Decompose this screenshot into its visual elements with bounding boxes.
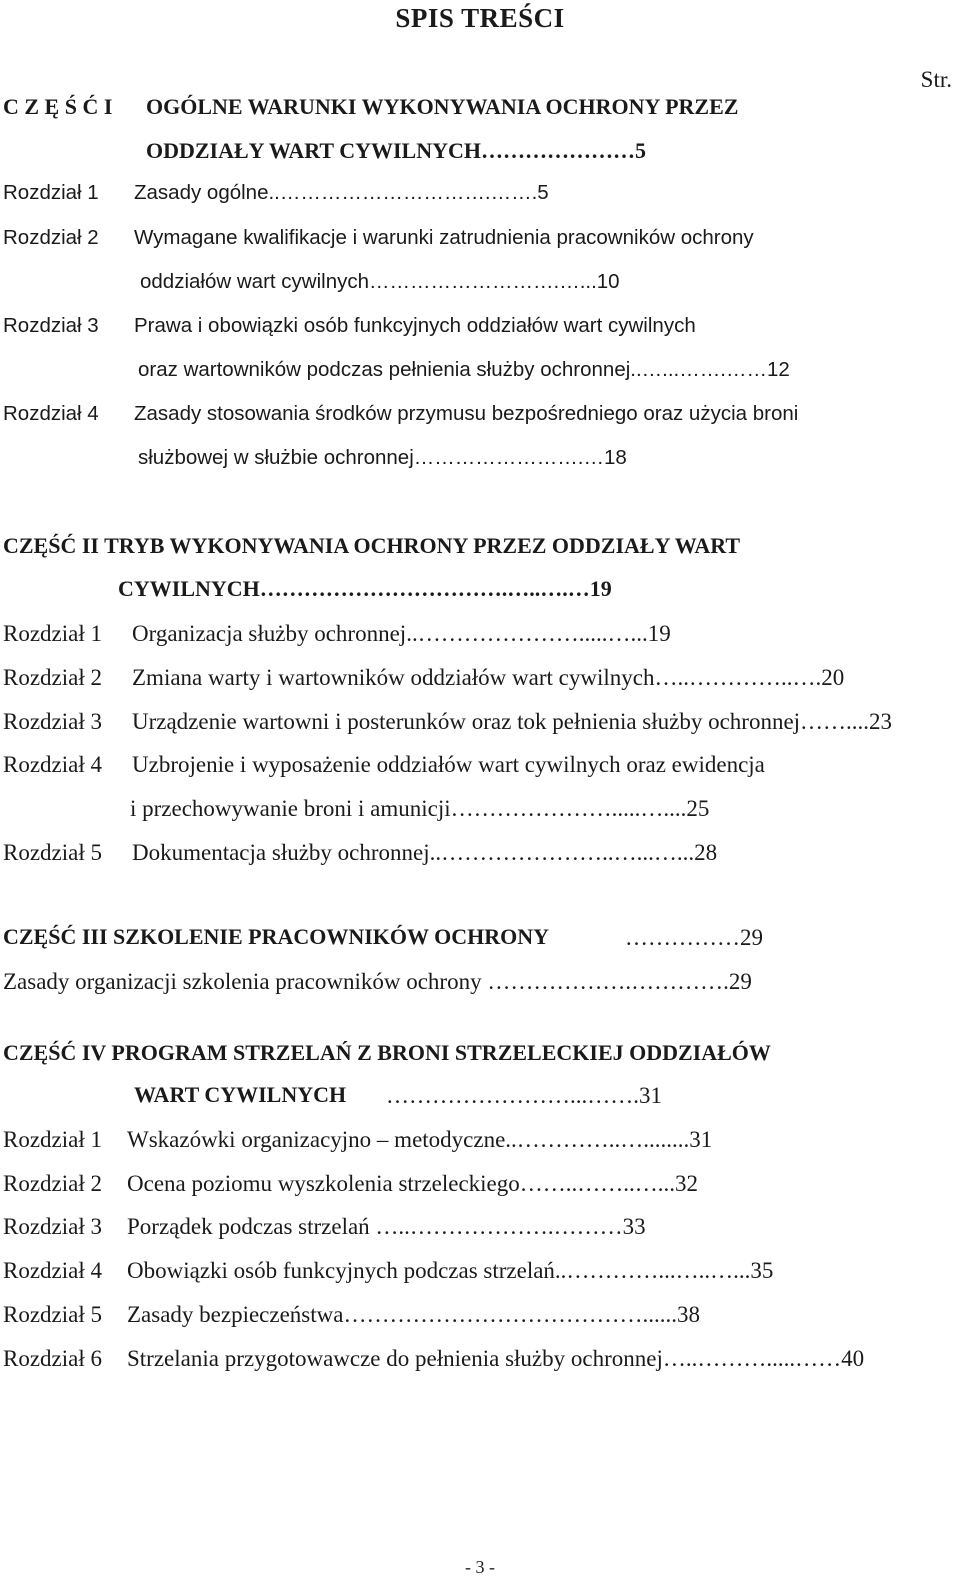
page-number: - 3 - [465, 1557, 495, 1577]
part2-r2-label: Rozdział 2 [3, 665, 102, 690]
part1-r2-label: Rozdział 2 [3, 226, 99, 249]
part4-r6-text: Strzelania przygotowawcze do pełnienia służby ochronnej…..……….....……40 [127, 1346, 865, 1371]
part2-r4-line2: i przechowywanie broni i amunicji………………….....…....25 [130, 796, 710, 821]
part2-r4-line1: Uzbrojenie i wyposażenie oddziałów wart cywilnych oraz ewidencja [132, 752, 765, 777]
part1-r2-line1: Wymagane kwalifikacje i warunki zatrudnienia pracowników ochrony [134, 226, 754, 249]
part4-r4-label: Rozdział 4 [3, 1258, 102, 1283]
part1-r1-label: Rozdział 1 [3, 181, 99, 204]
part3-heading: CZĘŚĆ III SZKOLENIE PRACOWNIKÓW OCHRONY [3, 924, 550, 949]
part1-r4-label: Rozdział 4 [3, 402, 99, 425]
part4-r5-text: Zasady bezpieczeństwa…………………………………......38 [127, 1302, 700, 1327]
part3-heading-page: ……………29 [625, 925, 763, 950]
part1-r3-line2: oraz wartowników podczas pełnienia służby ochronnej..…...…….……12 [138, 358, 790, 381]
part4-r3-label: Rozdział 3 [3, 1214, 102, 1239]
part4-r4-text: Obowiązki osób funkcyjnych podczas strzelań..…………...…..…...35 [127, 1258, 774, 1283]
part1-r3-line1: Prawa i obowiązki osób funkcyjnych oddziałów wart cywilnych [134, 314, 696, 337]
part1-r1-text: Zasady ogólne..………………………….…….5 [134, 181, 549, 204]
part2-heading-line1: CZĘŚĆ II TRYB WYKONYWANIA OCHRONY PRZEZ ODDZIAŁY WART [3, 533, 741, 558]
part2-heading-line2: CYWILNYCH…………………………….…..….…19 [118, 576, 612, 601]
part4-r3-text: Porządek podczas strzelań …..……………….………33 [127, 1214, 646, 1239]
part2-r4-label: Rozdział 4 [3, 752, 102, 777]
part4-heading-line1: CZĘŚĆ IV PROGRAM STRZELAŃ Z BRONI STRZELECKIEJ ODDZIAŁÓW [3, 1040, 771, 1065]
part2-r3-label: Rozdział 3 [3, 709, 102, 734]
part4-r1-text: Wskazówki organizacyjno – metodyczne..…………..…........31 [127, 1127, 713, 1152]
part4-heading-line2-page: ……………………...…….31 [386, 1083, 662, 1108]
part3-line: Zasady organizacji szkolenia pracowników ochrony ……………….………….29 [3, 969, 752, 994]
part1-r2-line2: oddziałów wart cywilnych……………………….…...10 [140, 270, 620, 293]
part2-r3-text: Urządzenie wartowni i posterunków oraz tok pełnienia służby ochronnej……....23 [132, 709, 893, 734]
part4-r2-text: Ocena poziomu wyszkolenia strzeleckiego……..……..…...32 [127, 1171, 699, 1196]
part1-heading-line2: ODDZIAŁY WART CYWILNYCH…………………5 [146, 138, 646, 163]
part1-r4-line2: służbowej w służbie ochronnej…………………….…18 [138, 446, 627, 469]
page-title: SPIS TREŚCI [395, 3, 565, 33]
page-column-label: Str. [920, 67, 952, 92]
part1-heading-line1: OGÓLNE WARUNKI WYKONYWANIA OCHRONY PRZEZ [146, 94, 739, 119]
part4-r5-label: Rozdział 5 [3, 1302, 102, 1327]
part4-heading-line2: WART CYWILNYCH [134, 1082, 347, 1107]
part2-r1-label: Rozdział 1 [3, 621, 102, 646]
part4-r2-label: Rozdział 2 [3, 1171, 102, 1196]
part2-r1-text: Organizacja służby ochronnej..………………….....…...19 [132, 621, 671, 646]
part4-r6-label: Rozdział 6 [3, 1346, 102, 1371]
part4-r1-label: Rozdział 1 [3, 1127, 102, 1152]
part2-r2-text: Zmiana warty i wartowników oddziałów wart cywilnych…..…………..….20 [132, 665, 845, 690]
part1-label: C Z Ę Ś Ć I [3, 94, 113, 119]
part1-r3-label: Rozdział 3 [3, 314, 99, 337]
part2-r5-label: Rozdział 5 [3, 840, 102, 865]
part1-r4-line1: Zasady stosowania środków przymusu bezpośredniego oraz użycia broni [134, 402, 799, 425]
part2-r5-text: Dokumentacja służby ochronnej..…………………..…...…...28 [132, 840, 718, 865]
